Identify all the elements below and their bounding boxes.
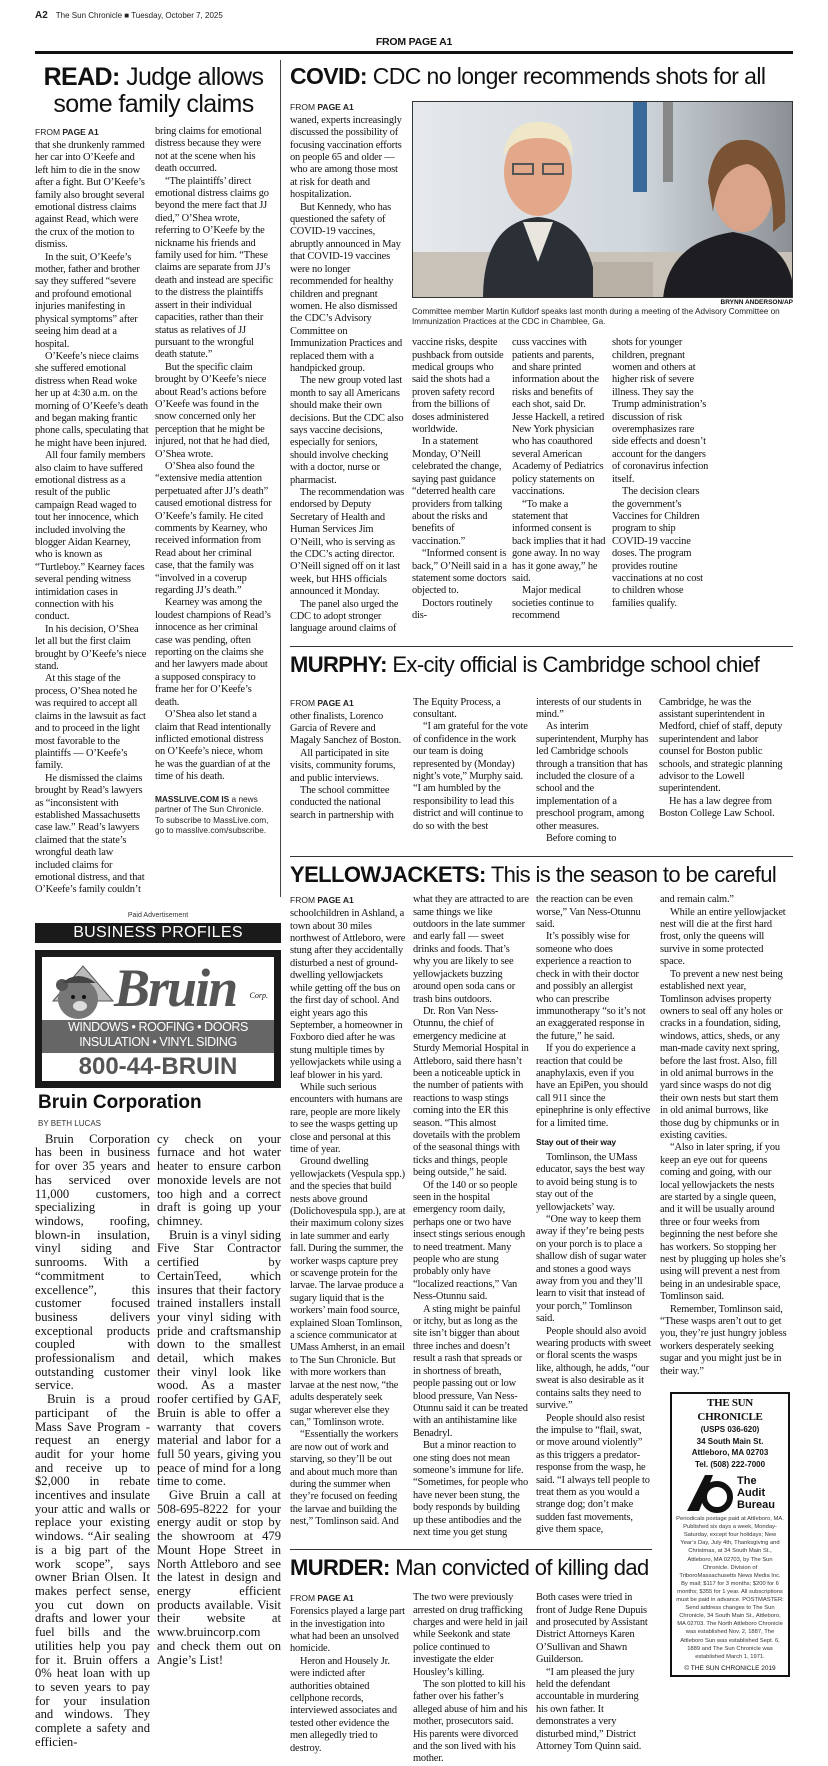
murphy-columns: [290, 697, 793, 846]
paragraph: that she drunkenly rammed her car into O’Keefe and left him to die in the snow after a fight. But O’Keefe’s family also brought several emotional distress claims against Read, which were the crux of the motion to dismiss.: [35, 140, 145, 251]
audit-text-block: [737, 1475, 775, 1511]
paragraph: “Essentially the workers are now out of work and starving, so they’ll be out and about much more than during the summer when they’re focused on feeding the larvae and building the nest,” Tomlinson said. And: [290, 1429, 399, 1528]
page-folio: [35, 10, 223, 21]
yellowjackets-columns: [290, 894, 652, 1539]
from-prefix: FROM: [35, 127, 63, 137]
telephone: Tel. (508) 222-7000: [694, 1460, 766, 1470]
paragraph: the reaction can be even worse,” Van Ness-Otunnu said.: [536, 894, 641, 931]
covid-story: [290, 101, 793, 636]
paragraph: To prevent a new nest being established next year, Tomlinson advises property owners to seal off any holes or cracks in a foundation, siding, windows, attics, sheds, or any man-made cavity next spring, before the last frost. Also, fill in old animal burrows in the yard since wasps do not dig their own nests but start them in old animal burrows, like those dug by chipmunks or in existing cavities.: [660, 968, 783, 1141]
read-story: [35, 60, 281, 897]
paragraph: In a statement Monday, O’Neill celebrated the change, saying past guidance “deterred health care providers from talking about the risks and benefits of vaccination.”: [412, 436, 503, 547]
paragraph: In the suit, O’Keefe’s mother, father and brother say they suffered “severe and profound emotional injuries manifesting in physical symptoms” after seeing him dead at a hospital.: [35, 251, 140, 350]
from-page-label: [290, 1592, 406, 1604]
section-rule: [290, 856, 793, 857]
lower-left-area: [290, 894, 652, 1766]
profile-title: Bruin Corporation: [38, 1091, 202, 1113]
murphy-column-4: [659, 697, 786, 821]
covid-right: [412, 101, 793, 623]
paragraph: People should also avoid wearing products with sweet or floral scents the wasps like, although, he adds, “our sweat is also desirable as it contains salts they need to survive.”: [536, 1325, 652, 1412]
headline-text: CDC no longer recommends shots for all: [366, 63, 766, 89]
covid-column-2: [412, 337, 507, 622]
paragraph: Both cases were tried in front of Judge Rene Dupuis and prosecuted by Assistant District Attorneys Karen O’Sullivan and Shawn Guilderson.: [536, 1592, 648, 1666]
from-page-label: [290, 697, 406, 709]
column-part: [536, 894, 652, 1130]
paragraph: Tomlinson, the UMass educator, says the best way to avoid being stung is to stay out of the yellowjackets’ way.: [536, 1151, 645, 1213]
paragraph: “I am grateful for the vote of confidence in the work our team is doing represented by (Monday) night’s vote,” Murphy said. “I am humbled by the responsibility to lead this district and will continue to do so with the best: [413, 721, 528, 832]
read-column-2: [155, 126, 273, 784]
right-region: [290, 60, 793, 1766]
ad-phone: 800-44-BRUIN: [78, 1052, 238, 1080]
column-part: [536, 1152, 652, 1537]
paragraph: As interim superintendent, Murphy has led Cambridge schools through a transition that has included the closure of a school and the implementation of a preschool program, among other measures.: [536, 721, 649, 832]
page-body: [35, 60, 793, 1766]
services-line: WINDOWS • ROOFING • DOORS: [68, 1019, 248, 1034]
audit-text: Bureau: [737, 1499, 775, 1512]
audit-bureau-logo: [676, 1473, 784, 1513]
note-text: a news partner of The Sun Chronicle. To subscribe to MassLive.com, go to masslive.com/subscribe.: [155, 793, 269, 836]
paragraph: The school committee conducted the national search in partnership with: [290, 785, 394, 821]
corp-mark: Corp.: [249, 990, 268, 1000]
murder-column-1-wrap: [290, 1592, 406, 1755]
from-prefix: FROM: [290, 1593, 318, 1604]
paragraph: People should also resist the impulse to “flail, swat, or move around violently” as this triggers a predator-response from the wasp, he said. “I always tell people to treat them as you would a strange dog; don’t make sudden fast movements, give them space,: [536, 1412, 650, 1536]
paid-advertisement-label: Paid Advertisement: [127, 911, 189, 919]
address-line: 34 South Main St.: [696, 1437, 764, 1447]
paper-dateline: The Sun Chronicle ■ Tuesday, October 7, 2025: [55, 11, 223, 20]
headline-text: Ex-city official is Cambridge school chief: [386, 651, 760, 677]
paragraph: Ground dwelling yellowjackets (Vespula spp.) and the species that build nests above ground (Dolichovespula spp.), are at their maximum colony sizes in late summer and early fall. During the summer, the worker wasps capture prey or scavenge protein for the larvae. The larvae produce a sugary liquid that is the workers’ main food source, explained Sloan Tomlinson, a science communicator at UMass Amherst, in an email to The Sun Chronicle. But with more workers than larvae at the nest now, “the adults desperately seek sugar wherever else they can,” Tomlinson wrote.: [290, 1156, 406, 1428]
paragraph: The two were previously arrested on drug trafficking charges and were held in jail while Seekonk and state police continued to investigate the elder Housley’s killing.: [413, 1592, 528, 1678]
profile-column-2: [157, 1133, 281, 1667]
paragraph: cy check on your furnace and hot water heater to ensure carbon monoxide levels are not too high and a correct draft is going up your chimney.: [157, 1131, 281, 1228]
paragraph: waned, experts increasingly discussed the possibility of focusing vaccination efforts on people 65 and older — who are among those most at risk for death and hospitalization.: [290, 114, 402, 201]
paragraph: other finalists, Lorenco Garcia of Revere and Magaly Sanchez of Boston.: [290, 710, 402, 747]
paragraph: In his decision, O’Shea let all but the first claim brought by O’Keefe’s niece stand.: [35, 623, 147, 673]
profile-column-1: [35, 1133, 150, 1750]
masthead-name: THE SUN CHRONICLE: [697, 1397, 763, 1424]
section-rule: [290, 646, 793, 647]
paragraph: “One way to keep them away if they’re being pests on your porch is to place a shallow dish of sugar water and stones a good ways away from you and they’ll learn to visit that instead of your porch,” Tomlinson said.: [536, 1214, 647, 1325]
ad-panel: [42, 957, 274, 1081]
meeting-photo: [412, 101, 793, 298]
audit-text: Audit: [737, 1487, 766, 1500]
section-label: FROM PAGE A1: [375, 36, 453, 48]
headline-keyword: COVID:: [290, 63, 367, 89]
paragraph: The decision clears the government’s Vaccines for Children program to ship COVID-19 vaccine doses. The program provides routine vaccinations at no cost to children whose families qualify.: [612, 486, 703, 609]
covid-column-1-wrap: [290, 101, 406, 636]
paragraph: bring claims for emotional distress because they were not at the scene when his death occurred.: [155, 126, 262, 175]
subhead: Stay out of their way: [536, 1136, 616, 1147]
usps-number: (USPS 036-620): [700, 1425, 760, 1435]
lower-right-area: [660, 894, 793, 1677]
paragraph: “The plaintiffs’ direct emotional distress claims go beyond the mere fact that JJ died,” O’Shea wrote, referring to O’Keefe by the nickname his friends and family used for him. “These claims are separate from JJ’s death and instead are specific to the distress the plaintiffs assert in their individual capacities, rather than their status as relatives of JJ pursuant to the wrongful death statute.”: [155, 175, 273, 361]
section-rule: [290, 1549, 652, 1550]
paragraph: He dismissed the claims brought by Read’s lawyers as “inconsistent with established Massachusetts case law.” Read’s lawyers claimed that the state’s wrongful death law included claims for emotional distress, and that O’Keefe’s family couldn’t: [35, 772, 145, 896]
paragraph: But the specific claim brought by O’Keefe’s niece about Read’s actions before O’Keefe was found in the snow concerned only her perception that he might be injured, not that he had died, O’Shea wrote.: [155, 361, 270, 460]
murder-column-3: [536, 1592, 652, 1753]
masthead-box: [670, 1392, 790, 1677]
audit-text: The: [737, 1475, 757, 1488]
headline-text: Man convicted of killing dad: [389, 1555, 649, 1581]
paragraph: A sting might be painful or itchy, but as long as the site isn’t bigger than about three inches and doesn’t result a rash that spreads or in shortness of breath, people passing out or low blood pressure, Van Ness-Otunnu said it can be treated with an antihistamine like Benadryl.: [413, 1303, 528, 1439]
paragraph: Give Bruin a call at 508-695-8222 for your energy audit or stop by the showroom at 479 Mount Hope Street in North Attleboro and see the latest in design and energy efficient products available. Visit their website at www.bruincorp.com and check them out on Angie’s List!: [157, 1488, 281, 1667]
paragraph: Bruin is a proud participant of the Mass Save Program - request an energy audit for your home and receive up to $2,000 in rebate incentives and insulate your attic and walls or replace your existing windows. “Air sealing is a big part of the work scope”, says owner Brian Olsen. It makes perfect sense, you cut down on drafts and lower your fuel bills and the utilities help you pay for it. Bruin offers a 0% heat loan with up to seven years to pay for your insulation and windows. They complete a safety and efficien-: [35, 1392, 150, 1749]
paragraph: O’Shea also let stand a claim that Read intentionally inflicted emotional distress on O’Keefe’s niece, whom he was the guardian of at the time of his death.: [155, 709, 271, 783]
photo-caption: Committee member Martin Kulldorf speaks last month during a meeting of the Advisory Committee on Immunization Practices at the CDC in Chamblee, Ga.: [412, 306, 780, 327]
paragraph: Before coming to: [546, 833, 617, 845]
paragraph: O’Shea also found the “extensive media attention perpetuated after JJ’s death” caused emotional distress for O’Keefe’s family. He cited comments by Kearney, who received information from Read about her criminal case, that the family was “involved in a coverup regarding JJ’s death.”: [155, 460, 272, 597]
masslive-note: [155, 794, 273, 836]
paragraph: But Kennedy, who has questioned the safety of COVID-19 vaccines, abruptly announced in May that COVID-19 vaccines were no longer recommended for healthy children and pregnant women. He also dismissed the CDC’s Advisory Committee on Immunization Practices and replaced them with a handpicked group.: [290, 201, 403, 374]
from-page: PAGE A1: [317, 101, 354, 112]
paragraph: Major medical societies continue to recommend: [512, 585, 594, 622]
read-columns: [35, 126, 272, 897]
murder-column-1: [290, 1606, 406, 1755]
covid-column-1: [290, 115, 406, 636]
headline-keyword: MURDER:: [290, 1555, 390, 1581]
paragraph: But a minor reaction to one sting does not mean someone’s immune for life. “Sometimes, for people who have never been stung, the body responds by building up these antibodies and the next time you get stung: [413, 1440, 528, 1538]
business-profile: [35, 911, 281, 1750]
paragraph: Bruin is a vinyl siding Five Star Contractor certified by CertainTeed, which insures that their factory trained installers install your vinyl siding with pride and craftsmanship down to the smallest detail, which makes their vinyl look like wood. As a master roofer certified by GAF, Bruin is able to offer a warranty that covers material and labor for a full 50 years, giving you peace of mind for a long time to come.: [157, 1227, 281, 1489]
paragraph: schoolchildren in Ashland, a town about 30 miles northwest of Attleboro, were stung after they accidentally disturbed a nest of ground-dwelling yellowjackets while getting off the bus on the first day of school. And eight years ago this September, a homeowner in Foxboro died after he was stung multiple times by yellowjackets while using a leaf blower in his yard.: [290, 908, 406, 1081]
paragraph: The Equity Process, a consultant.: [413, 696, 501, 721]
left-region: [35, 60, 281, 1749]
paragraph: cuss vaccines with patients and parents, and share printed information about the risks and benefits of each shot, said Dr. Jesse Hackell, a retired New York physician who has coauthored several American Academy of Pediatrics policy statements on vaccinations.: [512, 337, 605, 498]
bear-mascot-icon: [48, 961, 118, 1023]
headline-text: Judge allows some family claims: [53, 63, 264, 118]
from-prefix: FROM: [290, 895, 318, 906]
copyright: © THE SUN CHRONICLE 2019: [684, 1664, 776, 1672]
publication-fine-print: Periodicals postage paid at Attleboro, MA. Published six days a week, Monday-Saturday, except four holidays; New Year’s Day, July 4th, Thanksgiving and Christmas, at 34 South Main St., Attleboro, MA 02703, by The Sun Chronicle. Division of TriboroMassachusetts News Media Inc. By mail; $117 for 3 months; $200 for 6 months; $355 for 1 year. All subscriptions must be paid in advance. POSTMASTER: Send address changes to The Sun Chronicle, 34 South Main St., Attleboro, MA 02703. The North Attleboro Chronicle was established Nov. 2, 1887, The Attleboro Sun was established Sept. 6, 1889 and The Sun Chronicle was established March 1, 1971.: [676, 1516, 784, 1660]
paragraph: Bruin Corporation has been in business for over 35 years and has serviced over 11,000 customers, specializing in windows, roofing, blown-in insulation, vinyl siding and sunrooms. With a “commitment to excellence”, this customer focused business delivers exceptional products coupled with professionalism and outstanding customer service.: [35, 1131, 150, 1393]
yellowjackets-murder-area: [290, 894, 793, 1766]
from-prefix: FROM: [290, 697, 318, 708]
headline-keyword: READ:: [43, 63, 120, 91]
paragraph: Doctors routinely dis-: [412, 597, 493, 622]
murphy-headline: [290, 653, 793, 677]
murphy-column-3: [536, 697, 652, 846]
headline-text: This is the season to be careful: [485, 861, 777, 887]
paragraph: The new group voted last month to say all Americans should make their own decisions. But the CDC also says vaccine decisions, especially for seniors, should involve checking with a doctor, nurse or pharmacist.: [290, 375, 404, 486]
covid-headline: [290, 60, 793, 89]
paragraph: The son plotted to kill his father over his father’s alleged abuse of him and his mother, prosecutors said. His parents were divorced and the son lived with his mother.: [413, 1678, 528, 1765]
paragraph: It’s possibly wise for someone who does experience a reaction to check in with their doctor and possibly an allergist who can prescribe immunotherapy “so it’s not an exaggerated response in the future,” he said.: [536, 931, 646, 1042]
paragraph: Heron and Housely Jr. were indicted after authorities obtained cellphone records, interviewed associates and tested other evidence the men allegedly tried to destroy.: [290, 1655, 397, 1754]
services-band: [42, 1020, 274, 1053]
read-headline: [35, 64, 272, 118]
top-rule: [35, 51, 793, 54]
yellowjackets-headline: [290, 863, 793, 887]
paragraph: Remember, Tomlinson said, “These wasps aren’t out to get you, they’re just hungry jobless workers desperately seeking sugar and you might just be in their way.”: [660, 1303, 787, 1377]
murphy-column-1-wrap: [290, 697, 406, 823]
covid-lower-columns: [412, 337, 793, 622]
yellowjackets-column-2: [413, 894, 529, 1539]
paragraph: “Informed consent is back,” O’Neill said in a statement some doctors objected to.: [412, 548, 507, 597]
paragraph: Kearney was among the loudest champions of Read’s innocence as her criminal case was pending, often reporting on the claims she and her lawyers made about a supposed conspiracy to frame her for O’Keefe’s death.: [155, 597, 271, 708]
paragraph: At this stage of the process, O’Shea noted he was required to accept all claims in the lawsuit as fact and to proceed in the light most favorable to the plaintiffs — O’Keefe’s family.: [35, 673, 146, 772]
paragraph: what they are attracted to are same things we like outdoors in the late summer and early fall — sweet drinks and foods. That’s why you are likely to see yellowjackets buzzing around open soda cans or trash bins outdoors.: [413, 894, 529, 1005]
headline-keyword: YELLOWJACKETS:: [290, 861, 486, 887]
yellowjackets-column-4: [660, 894, 787, 1378]
from-page: PAGE A1: [62, 127, 99, 137]
read-column-1: [35, 140, 149, 897]
bruin-logo: Bruin: [114, 957, 237, 1018]
murder-headline: [290, 1556, 652, 1580]
yellowjackets-column-1: [290, 908, 406, 1528]
paragraph: He has a law degree from Boston College Law School.: [659, 795, 775, 820]
read-column-1-wrap: [35, 126, 149, 897]
business-profiles-band: BUSINESS PROFILES: [35, 923, 281, 943]
paragraph: All participated in site visits, community forums, and public interviews.: [290, 747, 396, 784]
paragraph: Cambridge, he was the assistant superintendent in Medford, chief of staff, deputy superintendent and labor counsel for Boston public schools, and strategic planning advisor to the Lowell superintendent.: [659, 696, 783, 795]
from-page-label: [290, 894, 406, 906]
paragraph: “To make a statement that informed consent is back implies that it had gone away. In no way has it gone away,” he said.: [512, 498, 606, 584]
paragraph: shots for younger children, pregnant women and others at higher risk of severe illness. They say the Trump administration’s discussion of risk overemphasizes rare side effects and doesn’t account for the dangers of coronavirus infection itself.: [612, 337, 709, 485]
murphy-column-1: [290, 711, 406, 823]
address-line: Attleboro, MA 02703: [691, 1448, 769, 1458]
paragraph: The panel also urged the CDC to adopt stronger language around claims of: [290, 598, 399, 635]
paragraph: All four family members also claim to have suffered emotional distress as a result of the public campaign Read waged to tout her innocence, which included involving the blogger Aidan Kearney, who is known as “Turtleboy.” Kearney faces several pending witness intimidation cases in connection with his conduct.: [35, 450, 146, 623]
murder-column-2: [413, 1592, 529, 1766]
note-lead: MASSLIVE.COM IS: [155, 793, 230, 804]
paragraph: Dr. Ron Van Ness-Otunnu, the chief of emergency medicine at Sturdy Memorial Hospital in Attleboro, said there hasn’t been a noticeable uptick in the number of patients with reactions to wasp stings coming into the ER this season. “This almost dovetails with the problem of the seasonal things with ticks and things, people being outside,” he said.: [413, 1005, 529, 1179]
from-page: PAGE A1: [317, 697, 354, 708]
services-line: INSULATION • VINYL SIDING: [79, 1035, 237, 1050]
paragraph: While an entire yellowjacket nest will die at the first hard frost, only the queens will survive in some protected space.: [660, 906, 786, 968]
covid-column-3: [512, 337, 607, 622]
paragraph: vaccine risks, despite pushback from outside medical groups who said the shots had a proven safety record from the billions of doses administered worldwide.: [412, 337, 504, 436]
yellowjackets-column-3: [536, 894, 652, 1536]
from-page-label: [290, 101, 406, 113]
from-page-label: [35, 126, 149, 138]
murphy-column-2: [413, 697, 529, 833]
headline-keyword: MURPHY:: [290, 651, 387, 677]
paragraph: and remain calm.”: [660, 894, 734, 906]
covid-column-4: [612, 337, 709, 610]
yellowjackets-column-1-wrap: [290, 894, 406, 1528]
paragraph: Forensics played a large part in the investigation into what had been an unsolved homicide.: [290, 1606, 405, 1655]
paragraph: The recommendation was endorsed by Deputy Secretary of Health and Human Services Jim O’Neill, who is serving as the CDC’s acting director. O’Neill signed off on it last week, but HHS officials announced it Monday.: [290, 487, 405, 598]
profile-columns: [35, 1133, 281, 1750]
from-page: PAGE A1: [317, 895, 354, 906]
murder-columns: [290, 1592, 652, 1766]
paragraph: interests of our students in mind.”: [536, 696, 642, 721]
audit-bureau-icon: [685, 1473, 733, 1513]
photo-credit: BRYNN ANDERSON/AP: [720, 298, 793, 306]
from-prefix: FROM: [290, 101, 318, 112]
paragraph: O’Keefe’s niece claims she suffered emotional distress when Read woke her up at 4:30 a.m. on the morning of O’Keefe’s death and began making frantic phone calls, speculating that he might have been injured.: [35, 350, 149, 449]
bruin-ad[interactable]: [35, 950, 281, 1088]
paragraph: “Also in later spring, if you keep an eye out for queens coming and going, with our local yellowjackets the nests are started by a single queen, and it will be usually around three or four weeks from beginning the nest before she has workers. So stopping her nest by plugging up holes she’s using will prevent a nest from being in an undesirable space, Tomlinson said.: [660, 1142, 786, 1303]
paragraph: Of the 140 or so people seen in the hospital emergency room daily, perhaps one or two have insect stings serious enough to need treatment. Many people who are stung probably only have “localized reactions,” Van Ness-Otunnu said.: [413, 1179, 526, 1303]
paragraph: If you do experience a reaction that could be anaphylaxis, even if you have an EpiPen, you should call 911 since the epinephrine is only effective for a limited time.: [536, 1043, 651, 1129]
paragraph: While such serious encounters with humans are rare, people are more likely to see the wasps getting up close and personal at this time of year.: [290, 1081, 403, 1155]
byline: BY BETH LUCAS: [38, 1118, 101, 1128]
page-number: A2: [35, 10, 48, 21]
photo-image: [413, 102, 793, 298]
paragraph: “I am pleased the jury held the defendant accountable in murdering his own father. It demonstrates a very disturbed mind,” District Attorney Tom Quinn said.: [536, 1666, 642, 1753]
read-column-2-wrap: [155, 126, 273, 836]
from-page: PAGE A1: [317, 1593, 354, 1604]
